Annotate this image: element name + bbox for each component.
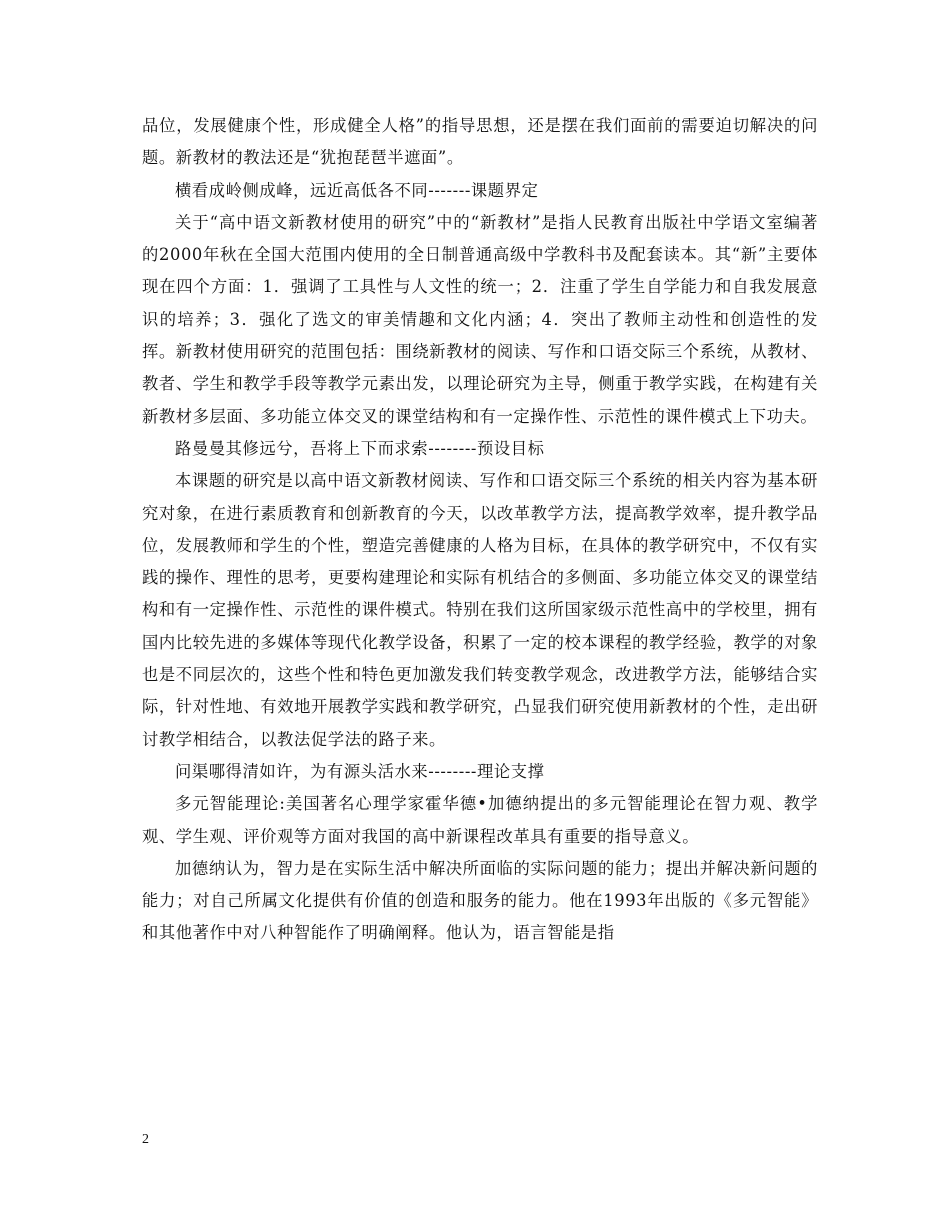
paragraph-multiple-intelligences: 多元智能理论:美国著名心理学家霍华德•加德纳提出的多元智能理论在智力观、教学观、学生观、评价观等方面对我国的高中新课程改革具有重要的指导意义。 — [142, 794, 818, 846]
paragraph-topic-definition: 关于“高中语文新教材使用的研究”中的“新教材”是指人民教育出版社中学语文室编著的2000年秋在全国大范围内使用的全日制普通高级中学教科书及配套读本。其“新”主要体现在四个方面：1．强调了工具性与人文性的统一；2．注重了学生自学能力和自我发展意识的培养；3．强化了选文的审美情趣和文化内涵；4．突出了教师主动性和创造性的发挥。新教材使用研究的范围包括：围绕新教材的阅读、写作和口语交际三个系统，从教材、教者、学生和教学手段等教学元素出发，以理论研究为主导，侧重于教学实践，在构建有关新教材多层面、多功能立体交叉的课堂结构和有一定操作性、示范性的课件模式上下功夫。 — [142, 212, 818, 426]
section-heading-topic-definition: 横看成岭侧成峰，远近高低各不同-------课题界定 — [175, 180, 539, 200]
paragraph-continued: 品位，发展健康个性，形成健全人格”的指导思想，还是摆在我们面前的需要迫切解决的问题。新教材的教法还是“犹抱琵琶半遮面”。 — [142, 116, 818, 168]
paragraph-gardner-definition: 加德纳认为，智力是在实际生活中解决所面临的实际问题的能力；提出并解决新问题的能力；对自己所属文化提供有价值的创造和服务的能力。他在1993年出版的《多元智能》和其他著作中对八种智能作了明确阐释。他认为，语言智能是指 — [142, 858, 818, 943]
paragraph-preset-goals: 本课题的研究是以高中语文新教材阅读、写作和口语交际三个系统的相关内容为基本研究对象，在进行素质教育和创新教育的今天，以改革教学方法，提高教学效率，提升教学品位，发展教师和学生的个性，塑造完善健康的人格为目标，在具体的教学研究中，不仅有实践的操作、理性的思考，更要构建理论和实际有机结合的多侧面、多功能立体交叉的课堂结构和有一定操作性、示范性的课件模式。特别在我们这所国家级示范性高中的学校里，拥有国内比较先进的多媒体等现代化教学设备，积累了一定的校本课程的教学经验，教学的对象也是不同层次的，这些个性和特色更加激发我们转变教学观念，改进教学方法，能够结合实际，针对性地、有效地开展教学实践和教学研究，凸显我们研究使用新教材的个性，走出研讨教学相结合，以教法促学法的路子来。 — [142, 471, 818, 749]
section-heading-theory-support: 问渠哪得清如许，为有源头活水来--------理论支撑 — [175, 761, 545, 781]
body-text — [142, 110, 818, 950]
section-heading-preset-goals: 路曼曼其修远兮，吾将上下而求索--------预设目标 — [175, 438, 545, 458]
page-number: 2 — [142, 1132, 149, 1147]
